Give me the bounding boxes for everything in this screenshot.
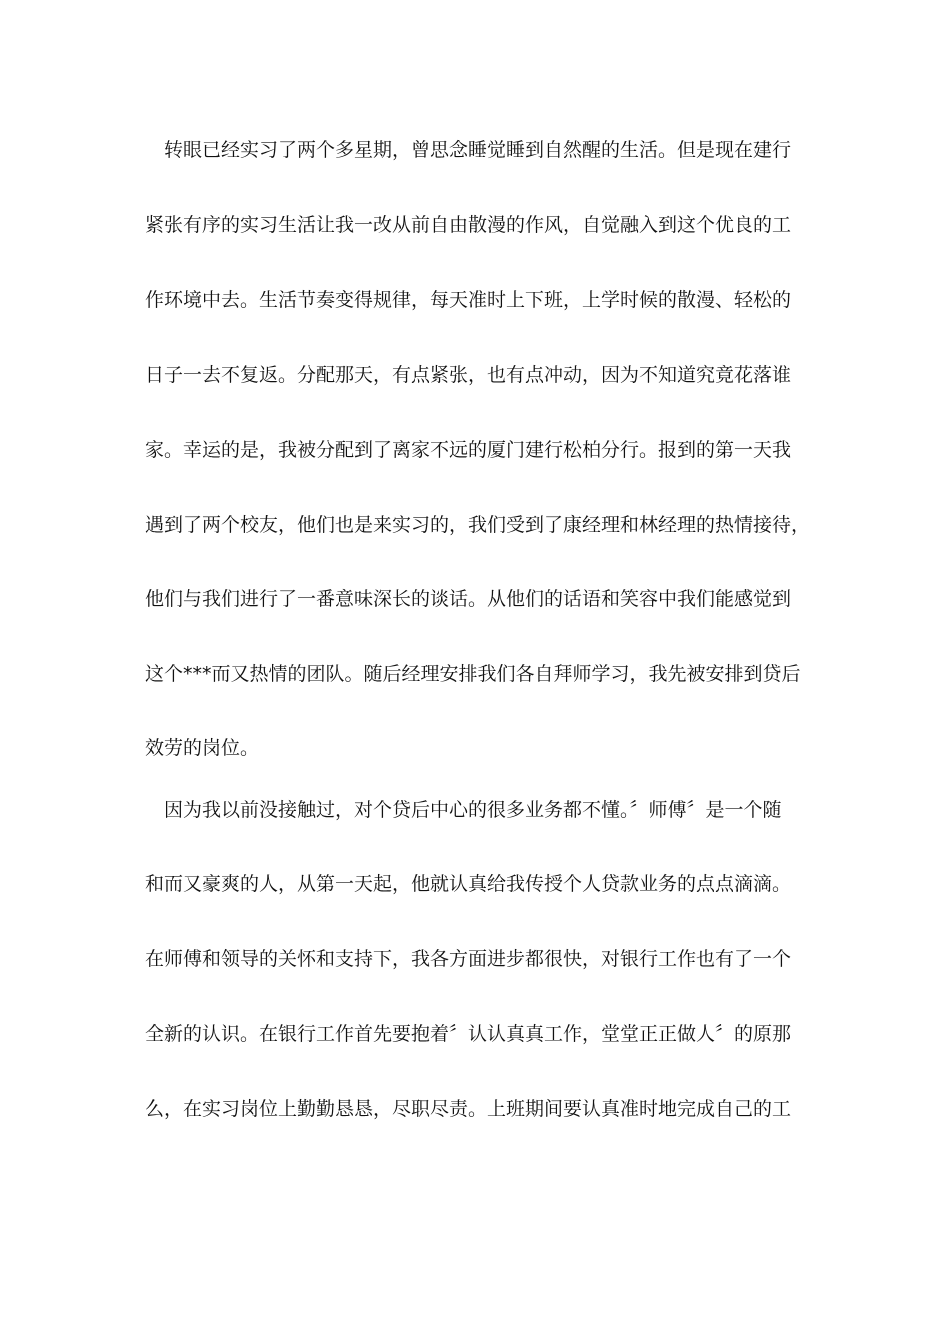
- paragraph-1-line-4: 日子一去不复返。分配那天，有点紧张，也有点冲动，因为不知道究竟花落谁: [145, 364, 792, 386]
- paragraph-2-line-1: 因为我以前没接触过，对个贷后中心的很多业务都不懂。〞师傅〞是一个随: [164, 799, 782, 821]
- paragraph-1-line-7: 他们与我们进行了一番意味深长的谈话。从他们的话语和笑容中我们能感觉到: [145, 588, 792, 610]
- paragraph-2-line-2: 和而又豪爽的人，从第一天起，他就认真给我传授个人贷款业务的点点滴滴。: [145, 873, 792, 895]
- paragraph-2-line-3: 在师傅和领导的关怀和支持下，我各方面进步都很快，对银行工作也有了一个: [145, 948, 792, 970]
- paragraph-1-line-1: 转眼已经实习了两个多星期，曾思念睡觉睡到自然醒的生活。但是现在建行: [164, 139, 792, 161]
- paragraph-2-line-5: 么，在实习岗位上勤勤恳恳，尽职尽责。上班期间要认真准时地完成自己的工: [145, 1098, 792, 1120]
- paragraph-1-line-6: 遇到了两个校友，他们也是来实习的，我们受到了康经理和林经理的热情接待，: [145, 514, 811, 536]
- paragraph-1-line-8: 这个***而又热情的团队。随后经理安排我们各自拜师学习，我先被安排到贷后: [145, 663, 801, 685]
- paragraph-2-line-4: 全新的认识。在银行工作首先要抱着〞认认真真工作，堂堂正正做人〞的原那: [145, 1023, 792, 1045]
- paragraph-1-line-9: 效劳的岗位。: [145, 737, 260, 759]
- paragraph-1-line-2: 紧张有序的实习生活让我一改从前自由散漫的作风，自觉融入到这个优良的工: [145, 214, 792, 236]
- paragraph-1-line-3: 作环境中去。生活节奏变得规律，每天准时上下班，上学时候的散漫、轻松的: [145, 289, 792, 311]
- paragraph-1-line-5: 家。幸运的是，我被分配到了离家不远的厦门建行松柏分行。报到的第一天我: [145, 439, 792, 461]
